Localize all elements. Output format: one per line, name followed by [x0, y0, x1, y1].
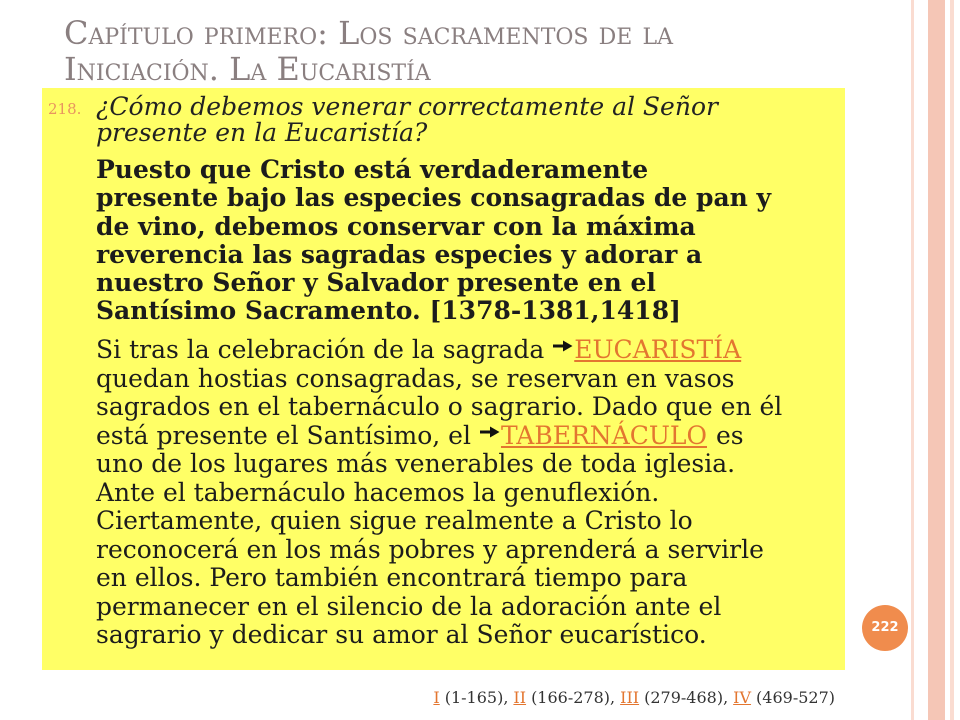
explanation-text: está presente el Santísimo, el: [96, 420, 471, 450]
section-range: (1-165),: [444, 688, 509, 707]
answer-line: reverencia las sagradas especies y adorar a: [96, 239, 703, 269]
section-range: (166-278),: [531, 688, 616, 707]
explanation-line: en ellos. Pero también encontrará tiempo para: [96, 563, 688, 592]
question-text: [96, 94, 718, 146]
decorative-stripe: [911, 0, 914, 720]
question-line: ¿Cómo debemos venerar correctamente al Señor: [96, 92, 718, 121]
explanation-paragraph: [96, 336, 782, 650]
answer-line: Santísimo Sacramento. [1378-1381,1418]: [96, 296, 681, 326]
slide-number: 222: [871, 620, 899, 635]
section-link-i[interactable]: I: [433, 688, 440, 707]
explanation-line: [96, 422, 782, 451]
section-link-iv[interactable]: IV: [733, 688, 752, 707]
explanation-line: uno de los lugares más venerables de toda iglesia.: [96, 449, 736, 478]
answer-line: Puesto que Cristo está verdaderamente: [96, 155, 649, 184]
explanation-line: Ciertamente, quien sigue realmente a Cristo lo: [96, 506, 693, 535]
question-number: 218.: [48, 100, 82, 118]
explanation-line: sagrados en el tabernáculo o sagrario. Dado que en él: [96, 392, 783, 421]
tabernaculo-link[interactable]: TABERNÁCULO: [500, 420, 707, 450]
explanation-line: sagrario y dedicar su amor al Señor eucarístico.: [96, 620, 707, 649]
question-line: presente en la Eucaristía?: [96, 118, 428, 147]
eucaristia-link[interactable]: EUCARISTÍA: [574, 335, 742, 364]
explanation-line: Ante el tabernáculo hacemos la genuflexión.: [96, 477, 660, 507]
slide-title-line: Iniciación. La Eucaristía: [64, 50, 431, 88]
answer-line: nuestro Señor y Salvador presente en el: [96, 268, 656, 298]
explanation-text: Si tras la celebración de la sagrada: [96, 335, 545, 364]
section-range: (469-527): [756, 688, 835, 707]
section-index: [433, 686, 835, 710]
slide-title: [64, 15, 673, 87]
explanation-line: permanecer en el silencio de la adoración ante el: [96, 591, 722, 621]
section-link-ii[interactable]: II: [513, 688, 527, 707]
decorative-stripe: [928, 0, 945, 720]
answer-line: de vino, debemos conservar con la máxima: [96, 211, 696, 241]
section-range: (279-468),: [644, 688, 729, 707]
decorative-stripe: [950, 0, 954, 720]
explanation-text: es: [716, 420, 744, 450]
section-link-iii[interactable]: III: [620, 688, 640, 707]
answer-bold-paragraph: [96, 156, 771, 326]
answer-line: presente bajo las especies consagradas de pan y: [96, 183, 772, 213]
explanation-line: [96, 336, 782, 365]
arrow-right-icon: [553, 340, 573, 352]
explanation-line: quedan hostias consagradas, se reservan en vasos: [96, 363, 735, 393]
explanation-line: reconocerá en los más pobres y aprenderá a servirle: [96, 534, 764, 564]
slide-title-line: Capítulo primero: Los sacramentos de la: [64, 14, 674, 52]
arrow-right-icon: [480, 426, 500, 438]
slide-number-badge: [862, 605, 908, 651]
